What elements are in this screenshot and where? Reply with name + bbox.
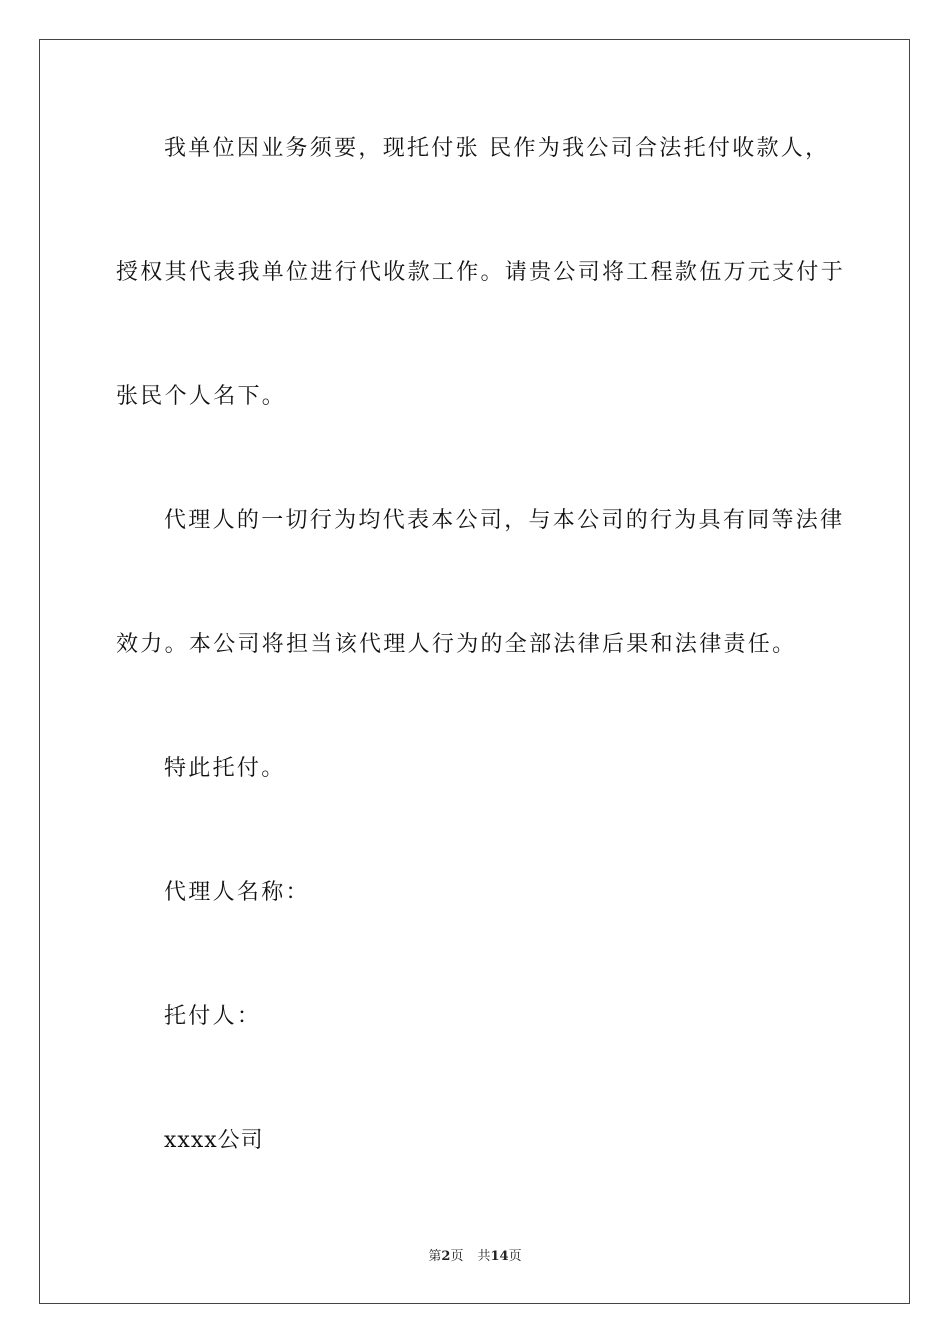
agent-name-label: 代理人名称： [164, 880, 310, 905]
paragraph-2-line-1: 代理人的一切行为均代表本公司，与本公司的行为具有同等法律 [164, 508, 845, 533]
page-number: 2 [441, 1249, 451, 1264]
principal-label: 托付人： [164, 1004, 262, 1029]
paragraph-1-line-1: 我单位因业务须要，现托付张 民作为我公司合法托付收款人， [164, 136, 830, 161]
paragraph-2-line-2: 效力。本公司将担当该代理人行为的全部法律后果和法律责任。 [116, 632, 797, 657]
total-suffix: 页 [508, 1249, 522, 1264]
total-prefix: 共 [477, 1249, 491, 1264]
paragraph-1-line-3: 张民个人名下。 [116, 384, 287, 409]
paragraph-1-line-2: 授权其代表我单位进行代收款工作。请贵公司将工程款伍万元支付于 [116, 260, 846, 285]
closing-text: 特此托付。 [164, 756, 286, 781]
total-pages: 14 [490, 1249, 509, 1264]
company-name: xxxx公司 [164, 1128, 264, 1153]
page-border [39, 39, 910, 1304]
page-prefix: 第 [428, 1249, 442, 1264]
page-footer [0, 1248, 950, 1266]
page-suffix: 页 [450, 1249, 464, 1264]
